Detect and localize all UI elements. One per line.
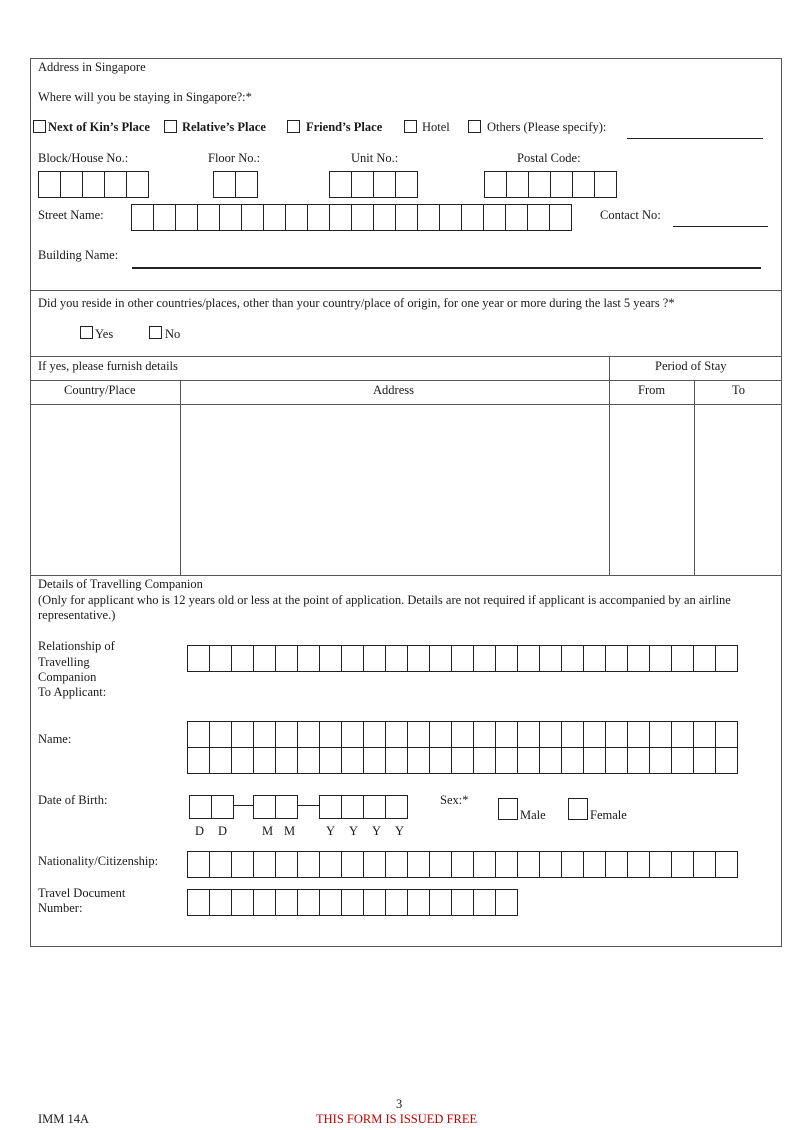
table-col-divider [694,380,695,575]
relative-label: Relative’s Place [182,120,266,134]
table-col-divider [180,380,181,575]
relationship-label-line: Relationship of [38,639,115,653]
col-to-header: To [732,383,746,397]
friend-label: Friend’s Place [306,120,383,134]
dob-day-boxes[interactable] [189,795,234,819]
address-heading: Address in Singapore [38,60,146,74]
residence-question: Did you reside in other countries/places, other than your country/place of origin, for one year or more during the last 5 years ?* [38,296,675,310]
relationship-label-line: To Applicant: [38,685,107,699]
male-checkbox[interactable] [498,798,518,820]
unit-label: Unit No.: [351,151,399,165]
dob-label: Date of Birth: [38,793,108,807]
relationship-label-line: Companion [38,670,97,684]
floor-input-boxes[interactable] [213,171,258,198]
stay-question: Where will you be staying in Singapore?:* [38,90,252,104]
yes-checkbox[interactable] [80,326,93,339]
nationality-label: Nationality/Citizenship: [38,854,159,868]
female-checkbox[interactable] [568,798,588,820]
issued-free-notice: THIS FORM IS ISSUED FREE [316,1112,478,1126]
col-address-header: Address [373,383,414,397]
yes-label: Yes [95,327,114,341]
dob-separator [234,805,254,806]
dob-hint: Y [372,824,382,838]
block-label: Block/House No.: [38,151,129,165]
street-input-boxes[interactable] [131,204,572,231]
others-checkbox[interactable] [468,120,481,133]
dob-month-boxes[interactable] [253,795,298,819]
period-label: Period of Stay [655,359,727,373]
no-label: No [165,327,181,341]
block-input-boxes[interactable] [38,171,149,198]
table-header-bottom [30,404,782,405]
male-label: Male [520,808,546,822]
table-header-divider [30,380,782,381]
sex-label: Sex:* [440,793,469,807]
section-divider [30,290,782,291]
dob-hint: D [195,824,205,838]
unit-input-boxes[interactable] [329,171,418,198]
contact-field[interactable] [673,226,768,227]
next-of-kin-checkbox[interactable] [33,120,46,133]
next-of-kin-label: Next of Kin’s Place [48,120,150,134]
col-country-header: Country/Place [64,383,136,397]
dob-hint: Y [395,824,405,838]
travel-doc-input-boxes[interactable] [187,889,518,916]
dob-hint: M [262,824,274,838]
others-specify-field[interactable] [627,138,763,139]
no-checkbox[interactable] [149,326,162,339]
street-label: Street Name: [38,208,104,222]
travel-doc-label-line: Travel Document [38,886,126,900]
table-col-divider [609,356,610,575]
dob-hint: Y [326,824,336,838]
form-code: IMM 14A [38,1112,90,1126]
nationality-input-boxes[interactable] [187,851,738,878]
name-input-boxes-row1[interactable] [187,721,738,748]
details-label: If yes, please furnish details [38,359,178,373]
female-label: Female [590,808,627,822]
building-field[interactable] [132,267,761,269]
name-input-boxes-row2[interactable] [187,747,738,774]
postal-input-boxes[interactable] [484,171,617,198]
relationship-label-line: Travelling [38,655,90,669]
section-divider [30,575,782,576]
dob-hint: D [218,824,228,838]
others-label: Others (Please specify): [487,120,607,134]
dob-year-boxes[interactable] [319,795,408,819]
dob-hint: M [284,824,296,838]
dob-separator [298,805,320,806]
building-label: Building Name: [38,248,119,262]
dob-hint: Y [349,824,359,838]
companion-heading: Details of Travelling Companion [38,577,203,591]
contact-label: Contact No: [600,208,661,222]
relationship-input-boxes[interactable] [187,645,738,672]
postal-label: Postal Code: [517,151,581,165]
floor-label: Floor No.: [208,151,261,165]
col-from-header: From [638,383,666,397]
hotel-label: Hotel [422,120,450,134]
section-divider [30,356,782,357]
companion-note: (Only for applicant who is 12 years old or less at the point of application. Details are not required if applicant is accompanied by an airline representative.) [38,593,731,622]
hotel-checkbox[interactable] [404,120,417,133]
name-label: Name: [38,732,72,746]
friend-checkbox[interactable] [287,120,300,133]
travel-doc-label-line: Number: [38,901,83,915]
page-number: 3 [396,1097,403,1111]
relative-checkbox[interactable] [164,120,177,133]
